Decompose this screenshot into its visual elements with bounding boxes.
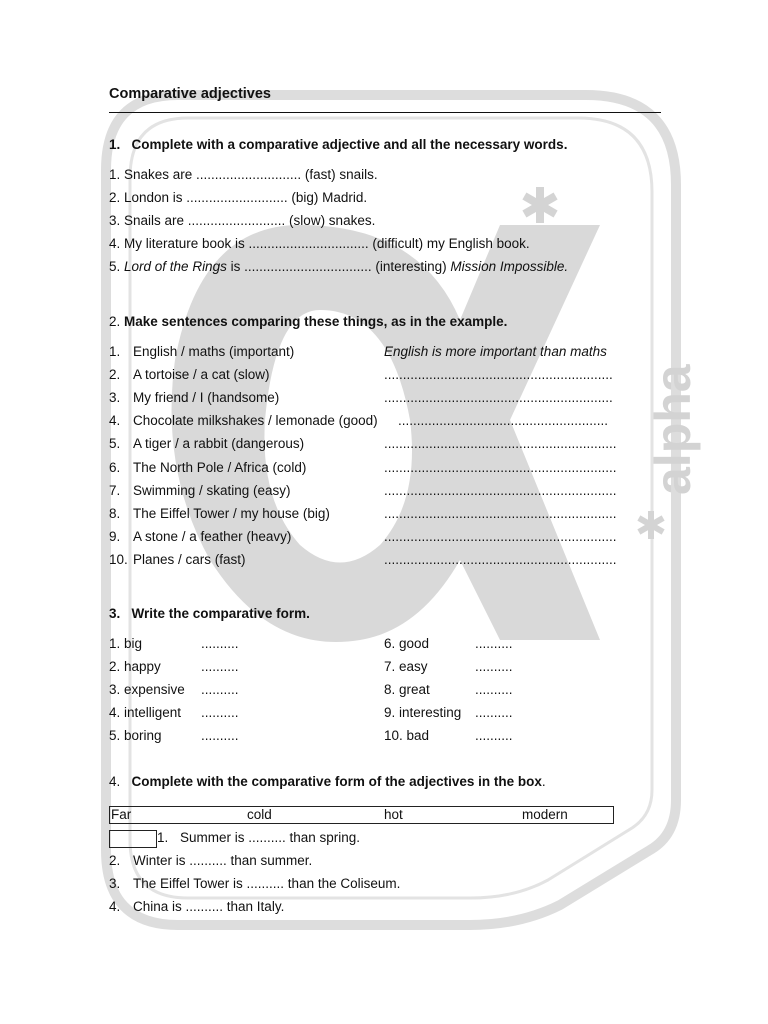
section3-blank: .......... — [475, 728, 513, 744]
section1-item: 4. My literature book is ................................ (difficult) my English book. — [109, 236, 530, 251]
section2-item-prompt: A stone / a feather (heavy) — [133, 528, 292, 544]
section1-heading-text: Complete with a comparative adjective and all the necessary words. — [131, 137, 568, 152]
section2-item-answer: .............................................................. — [384, 482, 617, 498]
section2-item-answer: .............................................................. — [384, 459, 617, 475]
page-title: Comparative adjectives — [109, 86, 271, 102]
word-box-item: modern — [522, 807, 568, 822]
section4-number: 4. — [109, 774, 121, 789]
section2-number: 2. — [109, 314, 121, 329]
section2-item-prompt: My friend / I (handsome) — [133, 390, 280, 406]
section2-item-prompt: Swimming / skating (easy) — [133, 482, 291, 498]
section3-heading — [109, 606, 310, 622]
title-divider — [109, 112, 661, 113]
section3-heading-text: Write the comparative form. — [131, 606, 310, 621]
section4-heading — [109, 774, 546, 790]
section1-item-mid: is .................................. (interesting) — [226, 259, 451, 274]
section3-word: 6. good — [384, 636, 430, 651]
section2-item-answer: .............................................................. — [384, 436, 617, 452]
section3-blank: .......... — [201, 636, 239, 651]
section2-item-prompt: The North Pole / Africa (cold) — [133, 459, 307, 475]
section3-blank: .......... — [201, 728, 239, 744]
section1-item: 3. Snails are .......................... (slow) snakes. — [109, 213, 376, 228]
section4-item-text: Summer is .......... than spring. — [180, 830, 361, 845]
section2-item-prompt: English / maths (important) — [133, 344, 295, 359]
section3-blank: .......... — [475, 682, 513, 698]
section3-number: 3. — [109, 606, 121, 621]
section2-item-number: 4. — [109, 413, 121, 429]
section3-word: 10. bad — [384, 728, 430, 744]
section1-heading — [109, 137, 567, 153]
word-box-item: Far — [111, 807, 132, 822]
section2-item-prompt: A tortoise / a cat (slow) — [133, 367, 270, 383]
section4-item-number: 2. — [109, 853, 121, 869]
section2-heading — [109, 314, 507, 330]
section3-blank: .......... — [201, 705, 239, 721]
section3-word: 7. easy — [384, 659, 428, 675]
section3-word: 9. interesting — [384, 705, 462, 721]
section2-item-prompt: Planes / cars (fast) — [133, 551, 246, 567]
word-box-item: cold — [247, 807, 272, 822]
section1-number: 1. — [109, 137, 121, 152]
section4-item-number: 3. — [109, 876, 121, 892]
section2-item-number: 1. — [109, 344, 121, 359]
section2-item-number: 3. — [109, 390, 121, 406]
section2-item-answer: English is more important than maths — [384, 344, 607, 359]
section2-item-answer: .............................................................. — [384, 551, 617, 567]
section3-blank: .......... — [201, 682, 239, 698]
section1-item: 1. Snakes are ............................ (fast) snails. — [109, 167, 378, 182]
section4-heading-text: Complete with the comparative form of the adjectives in the box — [131, 774, 542, 789]
section2-item-prompt: The Eiffel Tower / my house (big) — [133, 505, 330, 521]
section2-item-prompt: A tiger / a rabbit (dangerous) — [133, 436, 305, 452]
section4-item-text: The Eiffel Tower is .......... than the Coliseum. — [133, 876, 401, 892]
section3-word: 5. boring — [109, 728, 162, 744]
section3-word: 2. happy — [109, 659, 161, 675]
section1-item-title-b: Mission Impossible. — [450, 259, 569, 274]
section4-item-number: 4. — [109, 899, 121, 915]
section3-blank: .......... — [475, 705, 513, 721]
section2-item-number: 10. — [109, 551, 128, 567]
section2-item-number: 8. — [109, 505, 121, 521]
section2-item-answer: ............................................................. — [384, 390, 613, 406]
section4-item-text: China is .......... than Italy. — [133, 899, 285, 915]
section3-blank: .......... — [475, 659, 513, 675]
section2-item-number: 7. — [109, 482, 121, 498]
watermark-text: alpha — [645, 364, 701, 495]
section4-item-text: Winter is .......... than summer. — [133, 853, 313, 869]
section3-blank: .......... — [201, 659, 239, 675]
section3-word: 1. big — [109, 636, 143, 651]
word-box-item: hot — [384, 807, 403, 822]
section1-item-title-a: Lord of the Rings — [124, 259, 227, 274]
section1-item-prefix: 5. — [109, 259, 125, 274]
empty-answer-box — [109, 830, 157, 848]
section1-item: 2. London is ........................... (big) Madrid. — [109, 190, 368, 205]
section2-item-number: 2. — [109, 367, 121, 383]
section2-item-number: 9. — [109, 528, 121, 544]
section2-heading-text: Make sentences comparing these things, as in the example. — [124, 314, 508, 329]
section3-blank: .......... — [475, 636, 513, 651]
section2-item-answer: .............................................................. — [384, 505, 617, 521]
section2-item-answer: ............................................................. — [384, 367, 613, 383]
section4-item-number: 1. — [157, 830, 169, 845]
section1-item — [109, 259, 568, 275]
section3-word: 3. expensive — [109, 682, 185, 698]
section2-item-number: 5. — [109, 436, 121, 452]
section2-item-number: 6. — [109, 459, 121, 475]
section3-word: 8. great — [384, 682, 430, 698]
section3-word: 4. intelligent — [109, 705, 182, 721]
section2-item-answer: .............................................................. — [384, 528, 617, 544]
section2-item-prompt: Chocolate milkshakes / lemonade (good) — [133, 413, 378, 429]
section4-heading-end: . — [541, 774, 546, 789]
section2-item-answer: ........................................................ — [398, 413, 609, 429]
